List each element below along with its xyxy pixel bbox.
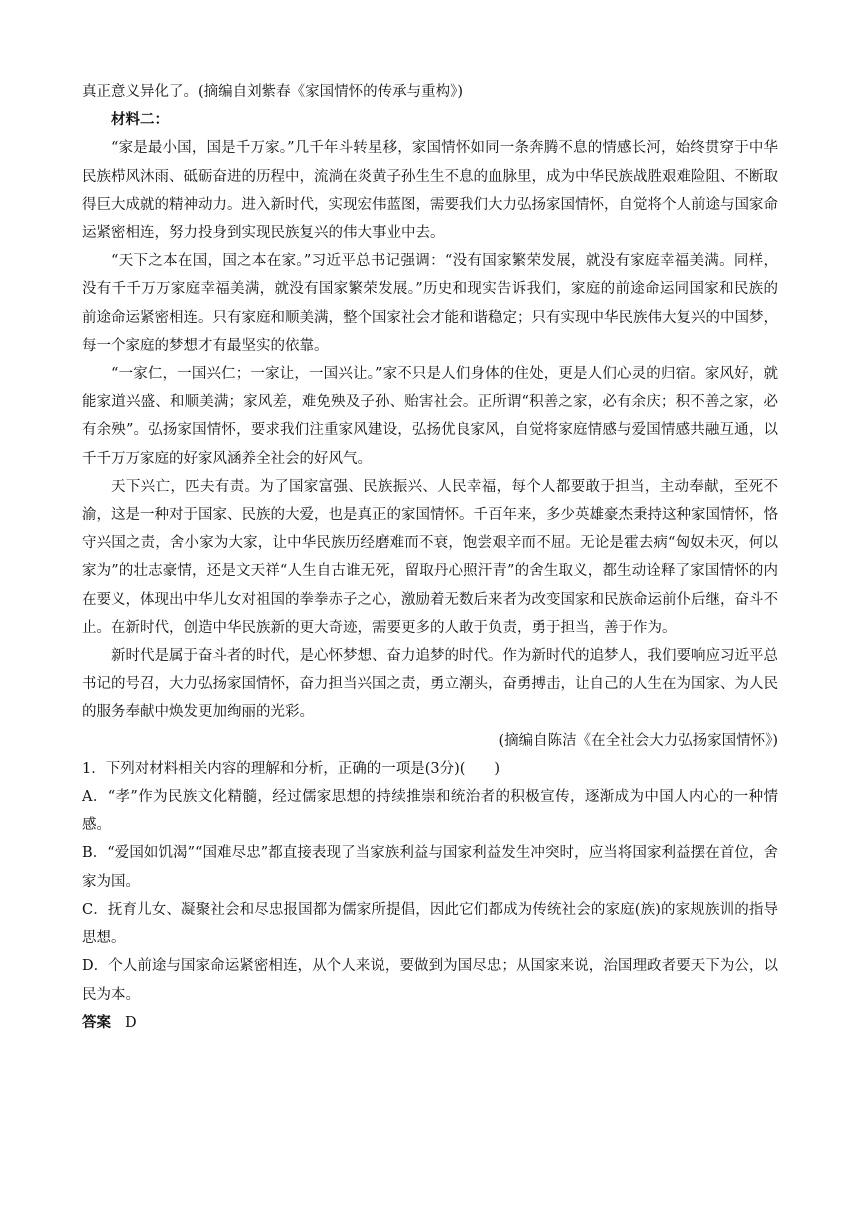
option-d: D．个人前途与国家命运紧密相连，从个人来说，要做到为国尽忠；从国家来说，治国理政者要天下为公，以民为本。 (82, 958, 778, 1003)
intro-line: 真正意义异化了。(摘编自刘紫春《家国情怀的传承与重构》) (82, 84, 464, 100)
document-page (82, 78, 778, 1037)
answer-line (82, 1009, 778, 1037)
question-stem: 1．下列对材料相关内容的理解和分析，正确的一项是(3分)( ) (82, 760, 501, 777)
material-heading: 材料二： (111, 112, 169, 129)
answer-value: D (125, 1014, 137, 1031)
option-c: C．抚育儿女、凝聚社会和尽忠报国都为儒家所提倡，因此它们都成为传统社会的家庭(族)的家规族训的指导思想。 (82, 901, 778, 947)
answer-label: 答案 (82, 1014, 111, 1031)
material-paragraph-3: “一家仁，一国兴仁；一家让，一国兴让。”家不只是人们身体的住处，更是人们心灵的归宿。家风好，就能家道兴盛、和顺美满；家风差，难免殃及子孙、贻害社会。正所谓“积善之家，必有余庆；积不善之家，必有余殃”。弘扬家国情怀，要求我们注重家风建设，弘扬优良家风，自觉将家庭情感与爱国情感共融互通，以千千万万家庭的好家风涵养全社会的好风气。 (82, 366, 778, 467)
material-paragraph-2: “天下之本在国，国之本在家。”习近平总书记强调：“没有国家繁荣发展，就没有家庭幸福美满。同样，没有千千万万家庭幸福美满，就没有国家繁荣发展。”历史和现实告诉我们，家庭的前途命运同国家和民族的前途命运紧密相连。只有家庭和顺美满，整个国家社会才能和谐稳定；只有实现中华民族伟大复兴的中国梦，每一个家庭的梦想才有最坚实的依靠。 (82, 253, 778, 354)
material-paragraph-5: 新时代是属于奋斗者的时代，是心怀梦想、奋力追梦的时代。作为新时代的追梦人，我们要响应习近平总书记的号召，大力弘扬家国情怀，奋力担当兴国之责，勇立潮头，奋勇搏击，让自己的人生在为国家、为人民的服务奉献中焕发更加绚丽的光彩。 (82, 648, 778, 721)
option-b: B．“爱国如饥渴”“国难尽忠”都直接表现了当家族利益与国家利益发生冲突时，应当将国家利益摆在首位，舍家为国。 (82, 845, 778, 890)
material-paragraph-4: 天下兴亡，匹夫有责。为了国家富强、民族振兴、人民幸福，每个人都要敢于担当，主动奉献，至死不渝，这是一种对于国家、民族的大爱，也是真正的家国情怀。千百年来，多少英雄豪杰秉持这种家国情怀，恪守兴国之责，舍小家为大家，让中华民族历经磨难而不衰，饱尝艰辛而不屈。无论是霍去病“匈奴未灭，何以家为”的壮志豪情，还是文天祥“人生自古谁无死，留取丹心照汗青”的舍生取义，都生动诠释了家国情怀的内在要义，体现出中华儿女对祖国的拳拳赤子之心，激励着无数后来者为改变国家和民族命运前仆后继，奋斗不止。在新时代，创造中华民族新的更大奇迹，需要更多的人敢于负责，勇于担当，善于作为。 (82, 478, 778, 636)
material-source: (摘编自陈洁《在全社会大力弘扬家国情怀》) (498, 732, 778, 749)
option-a: A．“孝”作为民族文化精髓，经过儒家思想的持续推崇和统治者的积极宣传，逐渐成为中国人内心的一种情感。 (82, 789, 778, 834)
material-paragraph-1: “家是最小国，国是千万家。”几千年斗转星移，家国情怀如同一条奔腾不息的情感长河，始终贯穿于中华民族栉风沐雨、砥砺奋进的历程中，流淌在炎黄子孙生生不息的血脉里，成为中华民族战胜艰难险阻、不断取得巨大成就的精神动力。进入新时代，实现宏伟蓝图，需要我们大力弘扬家国情怀，自觉将个人前途与国家命运紧密相连，努力投身到实现民族复兴的伟大事业中去。 (82, 140, 778, 242)
